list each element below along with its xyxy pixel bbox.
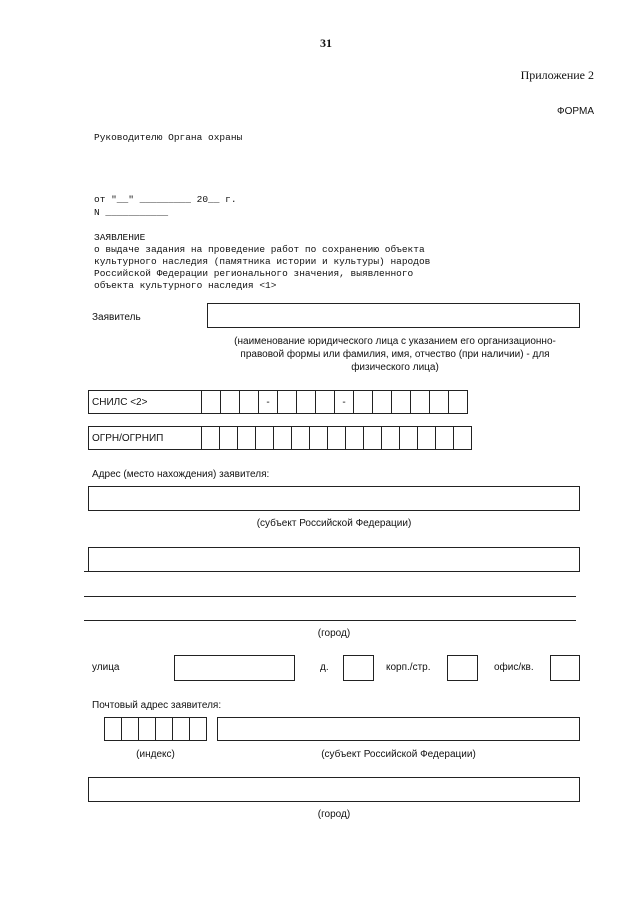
address-line[interactable]	[84, 620, 576, 621]
postal-label: Почтовый адрес заявителя:	[92, 700, 222, 711]
postal-index-cell[interactable]	[138, 717, 156, 741]
ogrn-cell[interactable]	[417, 426, 436, 450]
address-city-caption: (город)	[317, 628, 351, 639]
snils-cell[interactable]	[220, 390, 240, 414]
form-label: ФОРМА	[557, 106, 594, 117]
ogrn-cell[interactable]	[435, 426, 454, 450]
postal-city-field[interactable]	[88, 777, 580, 802]
title-line: объекта культурного наследия <1>	[94, 280, 277, 291]
snils-cell[interactable]	[391, 390, 411, 414]
ogrn-cell[interactable]	[255, 426, 274, 450]
postal-index-cell[interactable]	[104, 717, 122, 741]
snils-cell[interactable]	[296, 390, 316, 414]
snils-cell[interactable]	[372, 390, 392, 414]
ogrn-label: ОГРН/ОГРНИП	[88, 426, 202, 450]
title-line: Российской Федерации регионального значения, выявленного	[94, 268, 414, 279]
building-label: корп./стр.	[386, 662, 431, 673]
snils-separator: -	[334, 390, 354, 414]
applicant-label: Заявитель	[92, 312, 141, 323]
appendix-label: Приложение 2	[520, 68, 594, 82]
ogrn-cell[interactable]	[291, 426, 310, 450]
ogrn-cell[interactable]	[327, 426, 346, 450]
snils-cell[interactable]	[315, 390, 335, 414]
postal-city-caption: (город)	[317, 809, 351, 820]
postal-subject-caption: (субъект Российской Федерации)	[321, 749, 476, 760]
street-label: улица	[92, 662, 120, 673]
title-line: ЗАЯВЛЕНИЕ	[94, 232, 146, 243]
ogrn-cell[interactable]	[363, 426, 382, 450]
postal-index	[104, 717, 207, 741]
snils-label: СНИЛС <2>	[88, 390, 202, 414]
ogrn-cell[interactable]	[345, 426, 364, 450]
addressee: Руководителю Органа охраны	[94, 132, 243, 143]
title-line: о выдаче задания на проведение работ по сохранению объекта	[94, 244, 425, 255]
ogrn-cell[interactable]	[309, 426, 328, 450]
postal-index-cell[interactable]	[189, 717, 207, 741]
address-label: Адрес (место нахождения) заявителя:	[92, 469, 270, 480]
postal-index-cell[interactable]	[155, 717, 173, 741]
address-line[interactable]	[84, 596, 576, 597]
postal-index-caption: (индекс)	[136, 749, 175, 760]
house-field[interactable]	[343, 655, 374, 681]
statement-title	[94, 232, 430, 292]
office-field[interactable]	[550, 655, 580, 681]
applicant-note-line: правовой формы или фамилия, имя, отчество (при наличии) - для	[240, 349, 550, 360]
snils-cell[interactable]	[239, 390, 259, 414]
ogrn-row	[88, 426, 472, 450]
applicant-note-line: физического лица)	[351, 362, 439, 373]
building-field[interactable]	[447, 655, 478, 681]
ogrn-cell[interactable]	[381, 426, 400, 450]
ogrn-cell[interactable]	[201, 426, 220, 450]
applicant-note	[200, 335, 590, 374]
ogrn-cell[interactable]	[219, 426, 238, 450]
applicant-note-line: (наименование юридического лица с указанием его организационно-	[234, 336, 556, 347]
snils-separator: -	[258, 390, 278, 414]
snils-cell[interactable]	[277, 390, 297, 414]
address-subject-caption: (субъект Российской Федерации)	[256, 518, 412, 529]
street-field[interactable]	[174, 655, 295, 681]
house-label: д.	[320, 662, 329, 673]
divider	[84, 571, 92, 572]
number-line: N ___________	[94, 207, 169, 218]
ogrn-cell[interactable]	[399, 426, 418, 450]
address-subject-field[interactable]	[88, 486, 580, 511]
title-line: культурного наследия (памятника истории и культуры) народов	[94, 256, 431, 267]
office-label: офис/кв.	[494, 662, 534, 673]
ogrn-cell[interactable]	[273, 426, 292, 450]
applicant-field[interactable]	[207, 303, 580, 328]
date-line: от "__" _________ 20__ г.	[94, 194, 237, 205]
snils-row	[88, 390, 468, 414]
snils-cell[interactable]	[201, 390, 221, 414]
page-number: 31	[320, 36, 332, 50]
snils-cell[interactable]	[429, 390, 449, 414]
postal-index-cell[interactable]	[121, 717, 139, 741]
snils-cell[interactable]	[448, 390, 468, 414]
snils-cell[interactable]	[353, 390, 373, 414]
postal-index-cell[interactable]	[172, 717, 190, 741]
ogrn-cell[interactable]	[453, 426, 472, 450]
address-city-field[interactable]	[88, 547, 580, 572]
ogrn-cell[interactable]	[237, 426, 256, 450]
postal-subject-field[interactable]	[217, 717, 580, 741]
snils-cell[interactable]	[410, 390, 430, 414]
